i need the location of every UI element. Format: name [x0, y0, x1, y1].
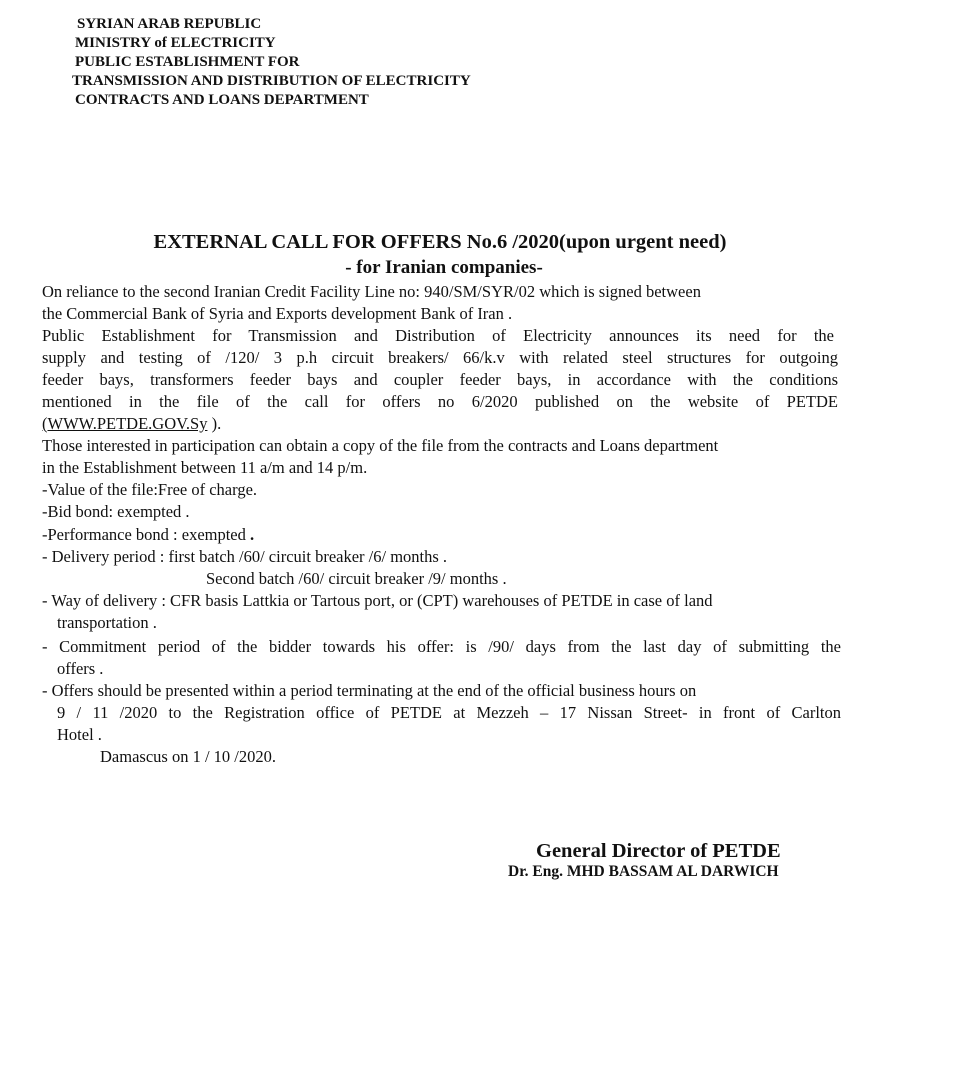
announcement-line-3: feeder bays, transformers feeder bays and coupler feeder bays, in accordance with the conditions — [42, 370, 838, 389]
offers-deadline-line-1: - Offers should be presented within a period terminating at the end of the official business hours on — [42, 681, 697, 700]
performance-bond-dot: . — [245, 525, 255, 544]
announcement-line-2: supply and testing of /120/ 3 p.h circuit breakers/ 66/k.v with related steel structures for outgoing — [42, 348, 838, 367]
letterhead-line-transmission: TRANSMISSION AND DISTRIBUTION OF ELECTRICITY — [72, 73, 471, 89]
way-of-delivery-line-1: - Way of delivery : CFR basis Lattkia or Tartous port, or (CPT) warehouses of PETDE in case of land — [42, 591, 713, 610]
commitment-period-line-2: offers . — [57, 659, 104, 678]
commitment-period-line-1: - Commitment period of the bidder towards his offer: is /90/ days from the last day of submitting the — [42, 637, 841, 656]
value-of-file: -Value of the file:Free of charge. — [42, 480, 258, 499]
delivery-period-line-1: - Delivery period : first batch /60/ circuit breaker /6/ months . — [42, 547, 448, 566]
performance-bond-text: -Performance bond : exempted — [42, 525, 246, 544]
announcement-line-4: mentioned in the file of the call for offers no 6/2020 published on the website of PETDE — [42, 392, 838, 411]
website-link-tail: ). — [207, 414, 222, 433]
letterhead-line-country: SYRIAN ARAB REPUBLIC — [77, 16, 262, 32]
intro-line-2: the Commercial Bank of Syria and Exports development Bank of Iran . — [42, 304, 513, 323]
signatory-name: Dr. Eng. MHD BASSAM AL DARWICH — [508, 863, 779, 880]
offers-deadline-line-2: 9 / 11 /2020 to the Registration office of PETDE at Mezzeh – 17 Nissan Street- in front of Carlton — [57, 703, 841, 722]
participation-line-2: in the Establishment between 11 a/m and 14 p/m. — [42, 458, 368, 477]
document-subtitle: - for Iranian companies- — [345, 257, 543, 278]
letterhead-line-department: CONTRACTS AND LOANS DEPARTMENT — [75, 92, 369, 108]
letterhead-line-ministry: MINISTRY of ELECTRICITY — [75, 35, 276, 51]
announcement-line-5 — [42, 413, 221, 435]
performance-bond — [42, 524, 254, 546]
document-title: EXTERNAL CALL FOR OFFERS No.6 /2020(upon urgent need) — [153, 231, 727, 253]
website-link[interactable]: (WWW.PETDE.GOV.Sy — [42, 414, 208, 433]
intro-line-1: On reliance to the second Iranian Credit Facility Line no: 940/SM/SYR/02 which is signed between — [42, 282, 701, 301]
place-and-date: Damascus on 1 / 10 /2020. — [100, 747, 276, 766]
bid-bond: -Bid bond: exempted . — [42, 502, 190, 521]
way-of-delivery-line-2: transportation . — [57, 613, 157, 632]
participation-line-1: Those interested in participation can obtain a copy of the file from the contracts and Loans department — [42, 436, 719, 455]
offers-deadline-line-3: Hotel . — [57, 725, 102, 744]
signatory-title: General Director of PETDE — [536, 840, 781, 862]
delivery-period-line-2: Second batch /60/ circuit breaker /9/ months . — [206, 569, 507, 588]
letterhead-line-establishment: PUBLIC ESTABLISHMENT FOR — [75, 54, 300, 70]
announcement-line-1: Public Establishment for Transmission and Distribution of Electricity announces its need for the — [42, 326, 834, 345]
